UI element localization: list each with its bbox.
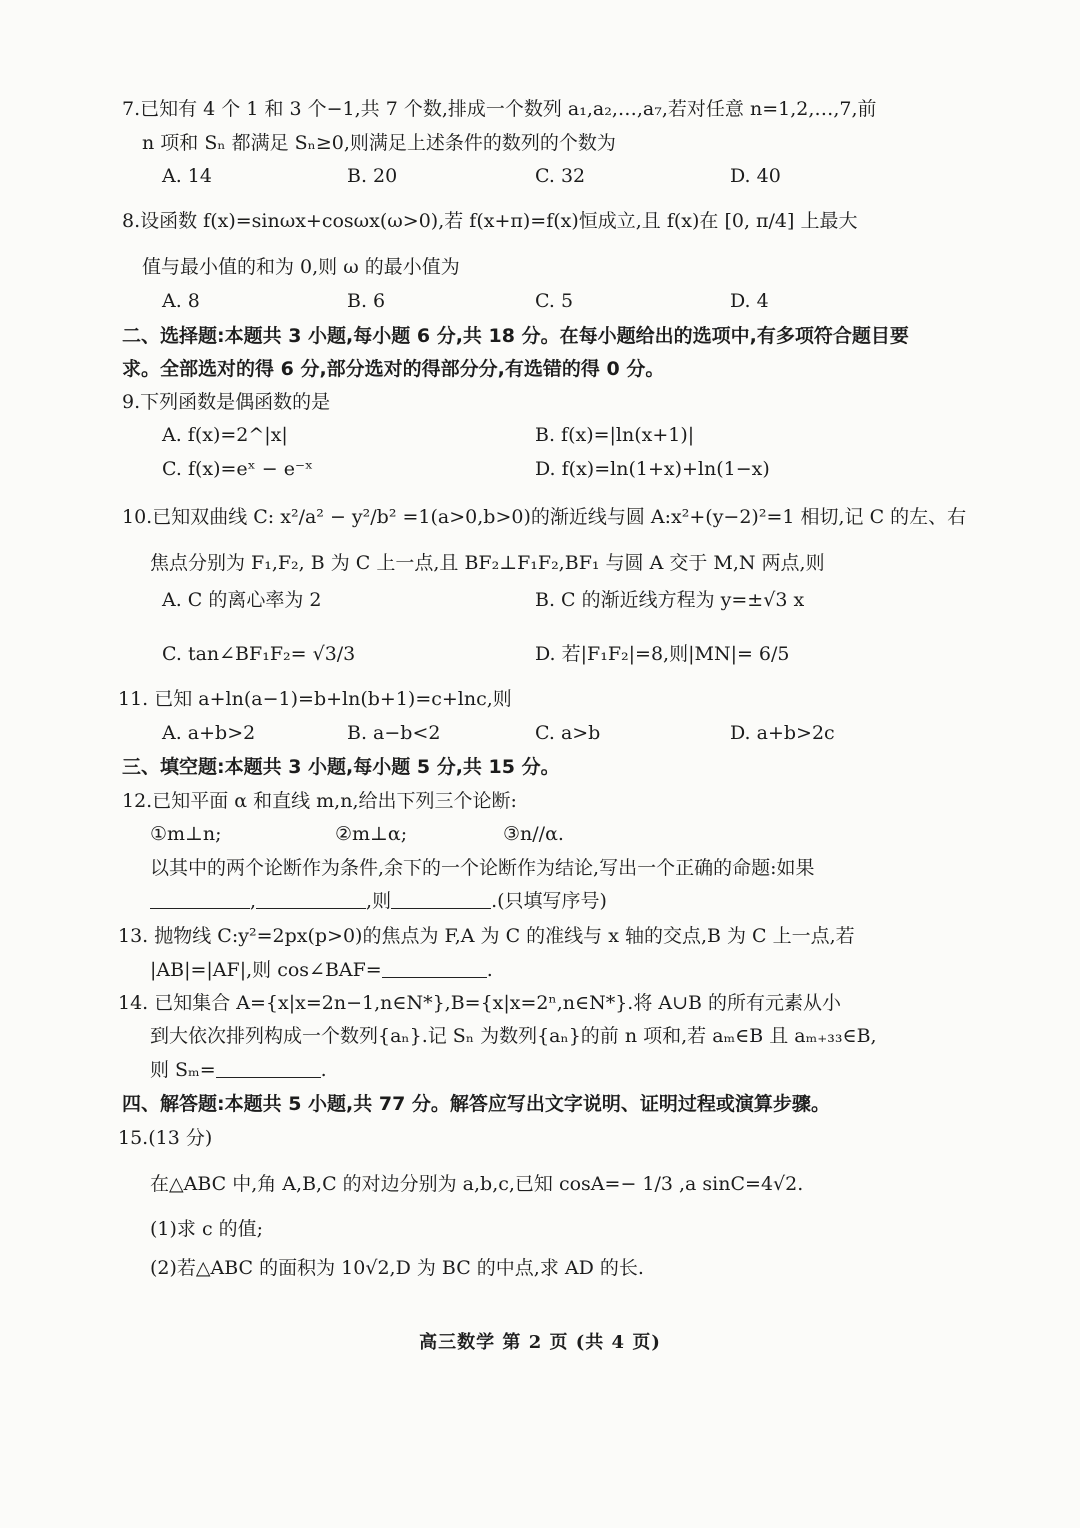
- q9-stem: 9.下列函数是偶函数的是: [122, 391, 331, 413]
- q9-option-d: D. f(x)=ln(1+x)+ln(1−x): [535, 458, 770, 480]
- q12-separator-1: ,: [250, 890, 257, 912]
- q11-option-a: A. a+b>2: [162, 722, 256, 744]
- q10-option-c: C. tan∠BF₁F₂= √3/3: [162, 643, 356, 665]
- q10-line1: 10.已知双曲线 C: x²/a² − y²/b² =1(a>0,b>0)的渐近线与圆 A:x²+(y−2)²=1 相切,记 C 的左、右: [122, 506, 967, 528]
- q12-item-3: ③n//α.: [503, 823, 564, 845]
- q8-line1: 8.设函数 f(x)=sinωx+cosωx(ω>0),若 f(x+π)=f(x)恒成立,且 f(x)在 [0, π/4] 上最大: [122, 210, 858, 232]
- q14-line2: 到大依次排列构成一个数列{aₙ}.记 Sₙ 为数列{aₙ}的前 n 项和,若 aₘ∈B 且 aₘ₊₃₃∈B,: [150, 1025, 877, 1047]
- q12-separator-2: ,则: [366, 890, 392, 912]
- q7-line1: 7.已知有 4 个 1 和 3 个−1,共 7 个数,排成一个数列 a₁,a₂,…,a₇,若对任意 n=1,2,…,7,前: [122, 98, 877, 120]
- q12-item-2: ②m⊥α;: [335, 823, 408, 845]
- q8-line2: 值与最小值的和为 0,则 ω 的最小值为: [142, 256, 460, 278]
- q7-option-c: C. 32: [535, 165, 586, 187]
- q9-option-a: A. f(x)=2^|x|: [162, 424, 288, 446]
- q11-option-d: D. a+b>2c: [730, 722, 835, 744]
- q8-option-c: C. 5: [535, 290, 574, 312]
- q7-option-d: D. 40: [730, 165, 781, 187]
- q12-item-1: ①m⊥n;: [150, 823, 222, 845]
- section4-heading: 四、解答题:本题共 5 小题,共 77 分。解答应写出文字说明、证明过程或演算步骤。: [122, 1093, 830, 1115]
- q10-line2: 焦点分别为 F₁,F₂, B 为 C 上一点,且 BF₂⊥F₁F₂,BF₁ 与圆 A 交于 M,N 两点,则: [150, 552, 825, 574]
- q10-option-b: B. C 的渐近线方程为 y=±√3 x: [535, 589, 805, 611]
- q15-header: 15.(13 分): [118, 1127, 213, 1149]
- q13-blank[interactable]: [382, 957, 487, 978]
- q8-option-b: B. 6: [347, 290, 386, 312]
- q10-option-a: A. C 的离心率为 2: [162, 589, 322, 611]
- q8-option-d: D. 4: [730, 290, 769, 312]
- q15-part1: (1)求 c 的值;: [150, 1218, 264, 1240]
- q11-option-c: C. a>b: [535, 722, 601, 744]
- q9-option-c: C. f(x)=eˣ − e⁻ˣ: [162, 458, 314, 480]
- section2-heading-line1: 二、选择题:本题共 3 小题,每小题 6 分,共 18 分。在每小题给出的选项中,有多项符合题目要: [122, 325, 909, 347]
- q14-line3-row: [150, 1056, 327, 1084]
- q12-stem: 12.已知平面 α 和直线 m,n,给出下列三个论断:: [122, 790, 517, 812]
- q12-tail: .(只填写序号): [491, 890, 607, 912]
- q14-tail: .: [320, 1059, 327, 1081]
- q9-option-b: B. f(x)=|ln(x+1)|: [535, 424, 695, 446]
- section3-heading: 三、填空题:本题共 3 小题,每小题 5 分,共 15 分。: [122, 756, 560, 778]
- q11-option-b: B. a−b<2: [347, 722, 441, 744]
- q7-line2: n 项和 Sₙ 都满足 Sₙ≥0,则满足上述条件的数列的个数为: [142, 132, 616, 154]
- section2-heading-line2: 求。全部选对的得 6 分,部分选对的得部分分,有选错的得 0 分。: [122, 358, 665, 380]
- q7-option-b: B. 20: [347, 165, 398, 187]
- q13-line2-row: [150, 956, 493, 984]
- q13-line2: |AB|=|AF|,则 cos∠BAF=: [150, 959, 382, 981]
- q12-blank-3[interactable]: [391, 888, 491, 909]
- q13-tail: .: [486, 959, 493, 981]
- q12-blank-2[interactable]: [256, 888, 366, 909]
- q15-line1: 在△ABC 中,角 A,B,C 的对边分别为 a,b,c,已知 cosA=− 1/3 ,a sinC=4√2.: [150, 1173, 804, 1195]
- q12-line3: 以其中的两个论断作为条件,余下的一个论断作为结论,写出一个正确的命题:如果: [150, 857, 815, 879]
- q7-option-a: A. 14: [162, 165, 212, 187]
- q12-answer-row: [150, 887, 607, 915]
- q13-line1: 13. 抛物线 C:y²=2px(p>0)的焦点为 F,A 为 C 的准线与 x 轴的交点,B 为 C 上一点,若: [118, 925, 855, 947]
- q8-option-a: A. 8: [162, 290, 200, 312]
- q11-stem: 11. 已知 a+ln(a−1)=b+ln(b+1)=c+lnc,则: [118, 688, 512, 710]
- q14-line3: 则 Sₘ=: [150, 1059, 216, 1081]
- q15-part2: (2)若△ABC 的面积为 10√2,D 为 BC 的中点,求 AD 的长.: [150, 1257, 644, 1279]
- page-footer: 高三数学 第 2 页 (共 4 页): [419, 1332, 661, 1353]
- q14-blank[interactable]: [216, 1057, 321, 1078]
- q10-option-d: D. 若|F₁F₂|=8,则|MN|= 6/5: [535, 643, 790, 665]
- q14-line1: 14. 已知集合 A={x|x=2n−1,n∈N*},B={x|x=2ⁿ,n∈N*}.将 A∪B 的所有元素从小: [118, 992, 842, 1014]
- q12-blank-1[interactable]: [150, 888, 250, 909]
